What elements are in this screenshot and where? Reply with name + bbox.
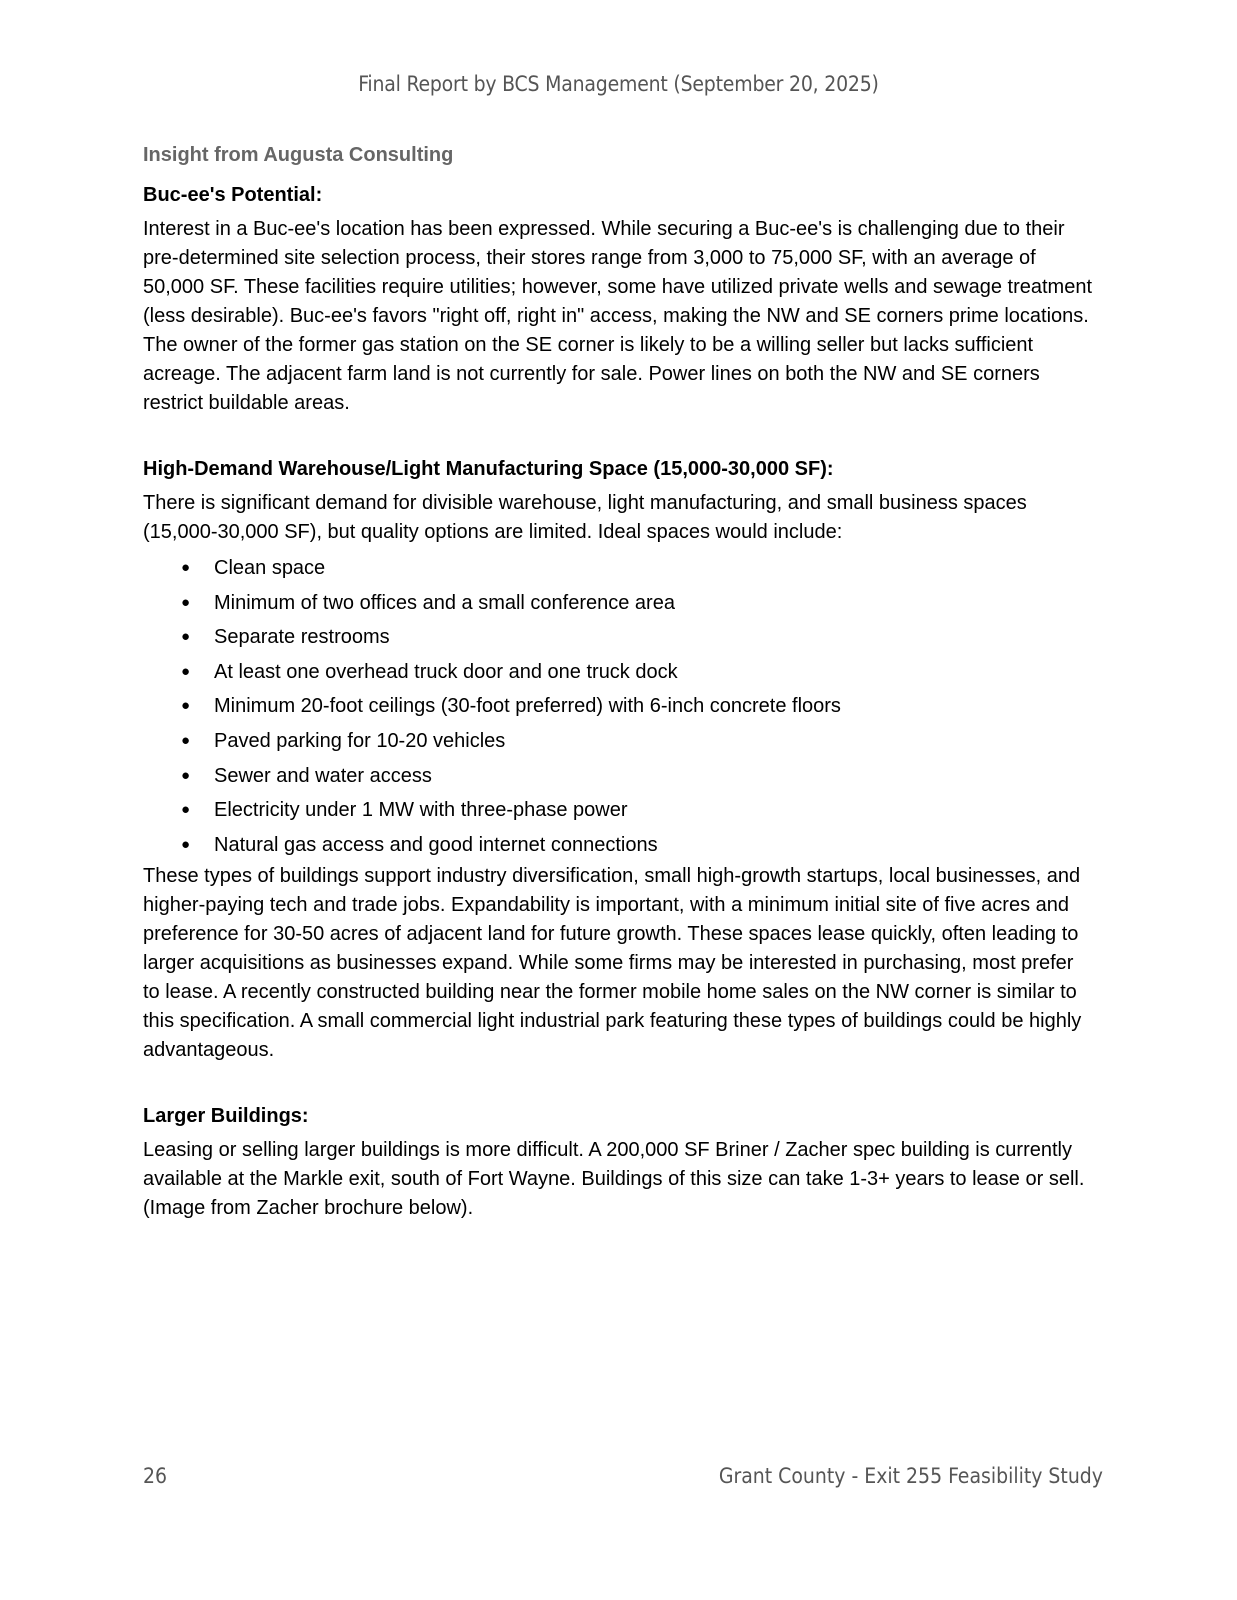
bullet-icon: ● — [181, 801, 191, 819]
bullet-icon: ● — [181, 766, 191, 784]
document-body — [143, 140, 1093, 1223]
bullet-list — [143, 551, 1093, 862]
list-item: ● Separate restrooms — [143, 620, 1093, 655]
bullet-icon: ● — [181, 662, 191, 680]
paragraph: Interest in a Buc-ee's location has been expressed. While securing a Buc-ee's is challenging due to their pre-determined site selection process, their stores range from 3,000 to 75,000 SF, with an average of 50,000 SF. These facilities require utilities; however, some have utilized private wells and sewage treatment (less desirable). Buc-ee's favors "right off, right in" access, making the NW and SE corners prime locations. The owner of the former gas station on the SE corner is likely to be a willing seller but lacks sufficient acreage. The adjacent farm land is not currently for sale. Power lines on both the NW and SE corners restrict buildable areas. — [143, 218, 1093, 414]
section-warehouse — [143, 454, 1093, 1065]
paragraph: There is significant demand for divisible warehouse, light manufacturing, and small business spaces (15,000-30,000 SF), but quality options are limited. Ideal spaces would include: — [143, 492, 1027, 543]
page-number: 26 — [143, 1464, 168, 1488]
section-bucees — [143, 180, 1093, 418]
bullet-icon: ● — [181, 593, 191, 611]
list-item: ● Natural gas access and good internet connections — [143, 828, 1093, 863]
bullet-icon: ● — [181, 559, 191, 576]
bullet-icon: ● — [181, 731, 191, 749]
list-item: ● At least one overhead truck door and one truck dock — [143, 655, 1093, 690]
bullet-icon: ● — [181, 628, 191, 646]
list-item: ● Paved parking for 10-20 vehicles — [143, 724, 1093, 759]
bullet-icon: ● — [181, 835, 191, 853]
list-item: ● Minimum of two offices and a small conference area — [143, 586, 1093, 621]
section-heading: Larger Buildings: — [143, 1105, 309, 1128]
page-header: Final Report by BCS Management (September 20, 2025) — [358, 72, 879, 96]
section-heading: High-Demand Warehouse/Light Manufacturing Space (15,000-30,000 SF): — [143, 458, 834, 480]
section-heading: Buc-ee's Potential: — [143, 184, 323, 206]
list-item: ● Electricity under 1 MW with three-phase power — [143, 793, 1093, 828]
paragraph: Leasing or selling larger buildings is more difficult. A 200,000 SF Briner / Zacher spec building is currently available at the Markle exit, south of Fort Wayne. Buildings of this size can take 1-3+ years to lease or sell. (Image from Zacher brochure below). — [143, 1139, 1085, 1220]
section-larger-buildings — [143, 1101, 1093, 1223]
list-item: ● Minimum 20-foot ceilings (30-foot preferred) with 6-inch concrete floors — [143, 689, 1093, 724]
footer-doc-title: Grant County - Exit 255 Feasibility Study — [718, 1464, 1103, 1488]
list-item: ● Sewer and water access — [143, 759, 1093, 794]
section-label: Insight from Augusta Consulting — [143, 144, 454, 166]
list-item: ● Clean space — [143, 551, 1093, 586]
bullet-icon: ● — [181, 697, 191, 715]
paragraph: These types of buildings support industry diversification, small high-growth startups, local businesses, and higher-paying tech and trade jobs. Expandability is important, with a minimum initial site of five acres and preference for 30-50 acres of adjacent land for future growth. These spaces lease quickly, often leading to larger acquisitions as businesses expand. While some firms may be interested in purchasing, most prefer to lease. A recently constructed building near the former mobile home sales on the NW corner is similar to this specification. A small commercial light industrial park featuring these types of buildings could be highly advantageous. — [143, 865, 1082, 1062]
